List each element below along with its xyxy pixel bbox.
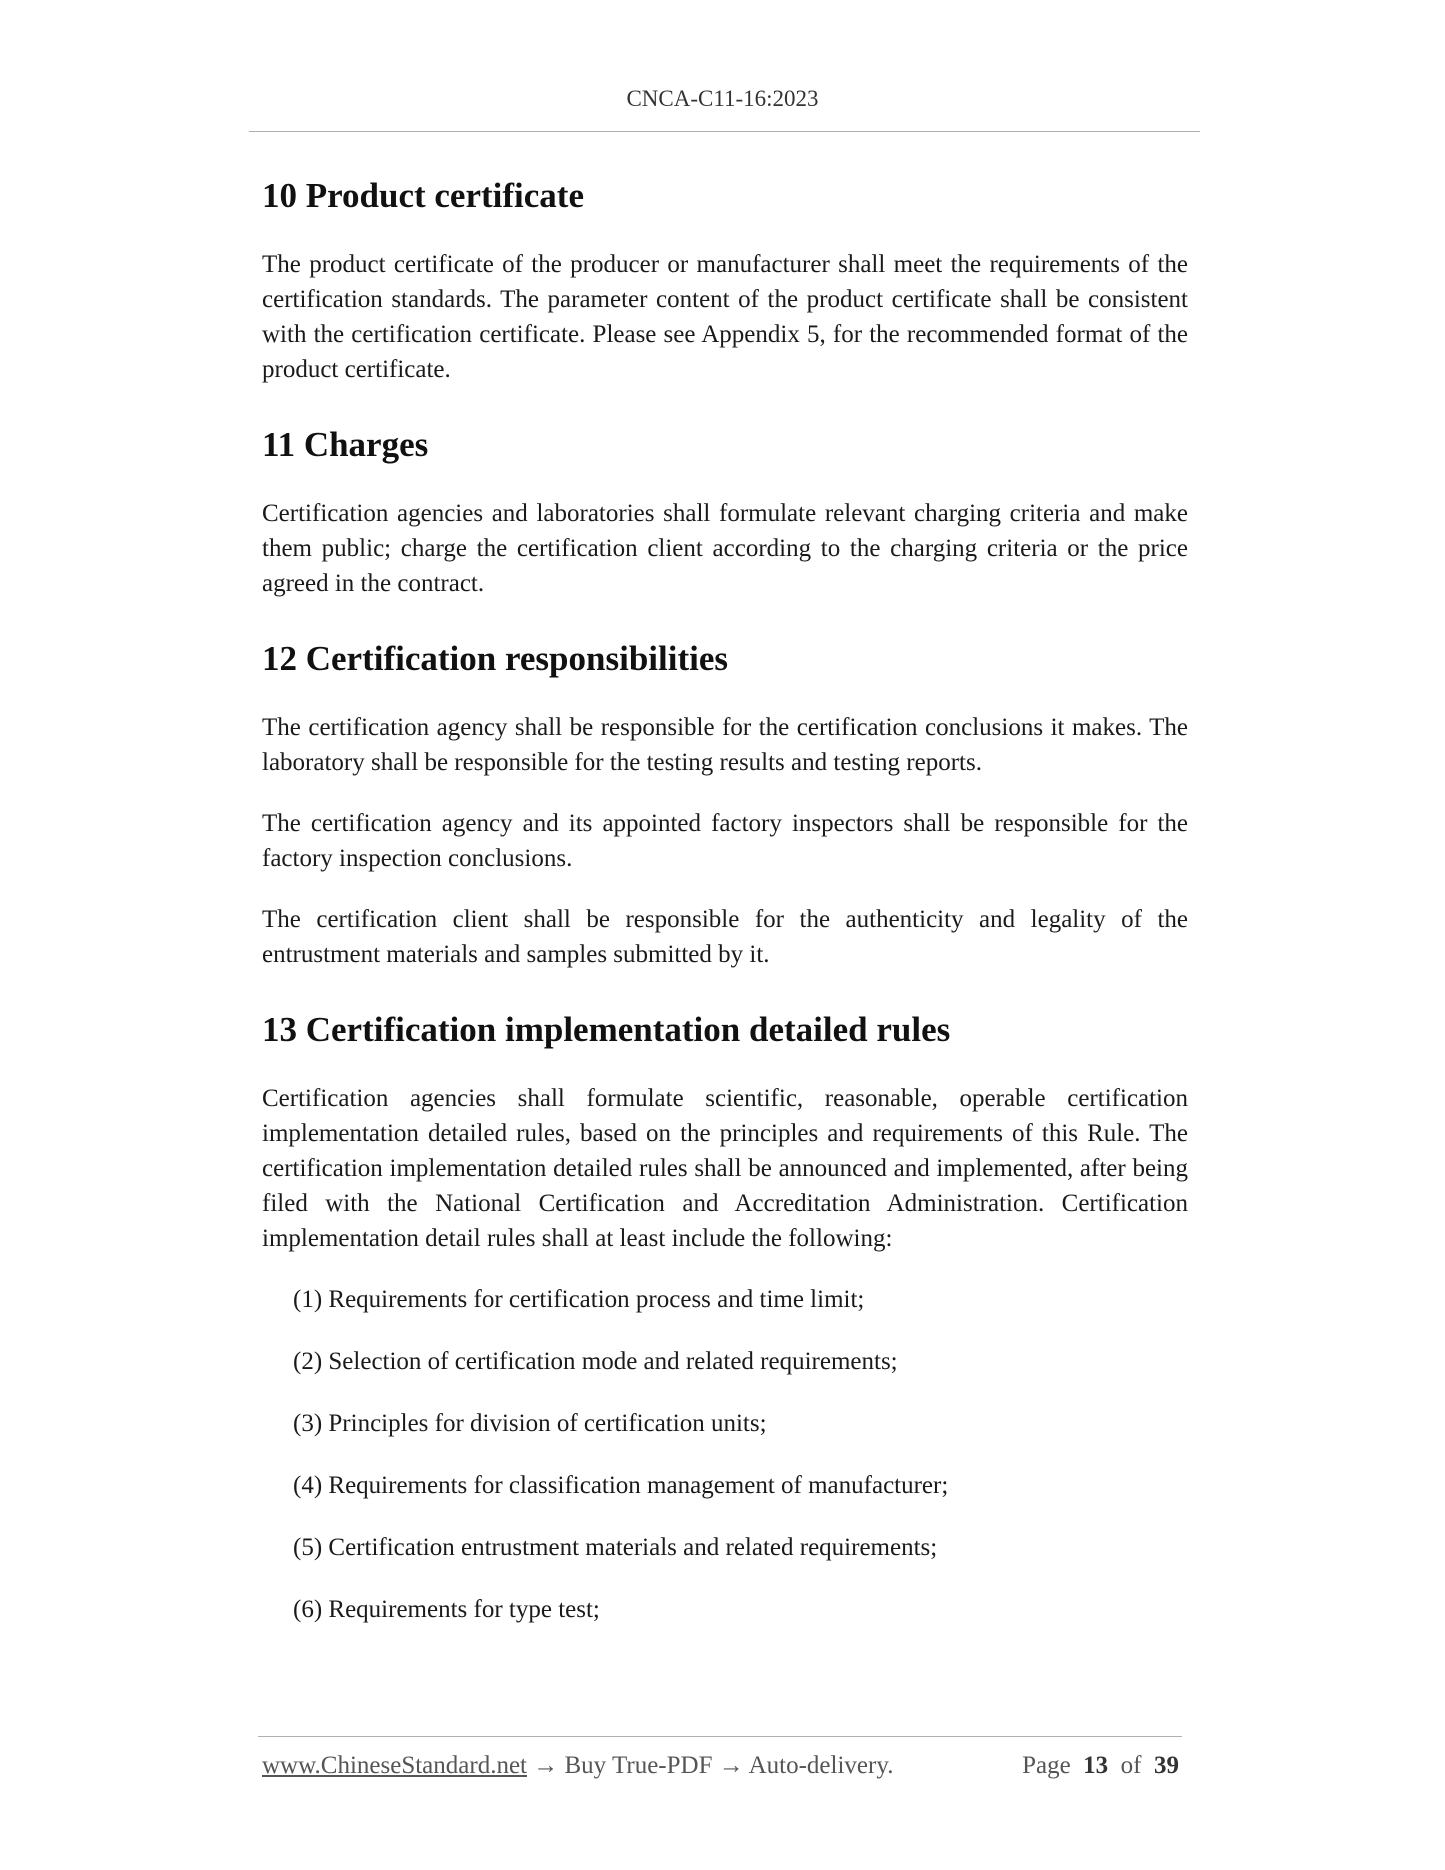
list-item: (2) Selection of certification mode and related requirements; [293, 1348, 898, 1375]
auto-delivery-text: Auto-delivery. [748, 1752, 894, 1779]
page-label: Page [1022, 1752, 1071, 1779]
list-item: (6) Requirements for type test; [293, 1596, 600, 1623]
arrow-right-icon: → [718, 1752, 744, 1779]
footer-divider [258, 1736, 1182, 1737]
paragraph: Certification agencies and laboratories shall formulate relevant charging criteria and make them public; charge the certification client according to the charging criteria or the price agreed in the contract. [262, 500, 1188, 597]
running-header: CNCA-C11-16:2023 [626, 86, 819, 111]
section-heading: 12 Certification responsibilities [262, 639, 728, 678]
section-heading: 11 Charges [262, 425, 429, 464]
arrow-right-icon: → [533, 1752, 559, 1779]
website-link[interactable]: www.ChineseStandard.net [262, 1752, 527, 1779]
list-item: (5) Certification entrustment materials and related requirements; [293, 1534, 938, 1561]
page-current: 13 [1083, 1752, 1109, 1779]
page-total: 39 [1154, 1752, 1179, 1779]
section-heading: 13 Certification implementation detailed rules [262, 1010, 951, 1049]
of-label: of [1120, 1752, 1142, 1779]
page-content [262, 170, 1188, 1627]
paragraph: Certification agencies shall formulate scientific, reasonable, operable certification implementation detailed rules, based on the principles and requirements of this Rule. The certification implementation detailed rules shall be announced and implemented, after being filed with the National Certification and Accreditation Administration. Certification implementation detail rules shall at least include the following: [262, 1085, 1188, 1252]
paragraph: The certification client shall be responsible for the authenticity and legality of the entrustment materials and samples submitted by it. [262, 906, 1188, 968]
list-item: (1) Requirements for certification process and time limit; [293, 1286, 865, 1313]
paragraph: The product certificate of the producer or manufacturer shall meet the requirements of the certification standards. The parameter content of the product certificate shall be consistent with the certification certificate. Please see Appendix 5, for the recommended format of the product certificate. [262, 251, 1188, 383]
page-number [1022, 1752, 1179, 1780]
paragraph: The certification agency shall be responsible for the certification conclusions it makes. The laboratory shall be responsible for the testing results and testing reports. [262, 714, 1188, 776]
footer-promo [262, 1752, 893, 1780]
header-divider [249, 131, 1200, 132]
paragraph: The certification agency and its appointed factory inspectors shall be responsible for the factory inspection conclusions. [262, 810, 1188, 872]
section-heading: 10 Product certificate [262, 176, 584, 215]
buy-pdf-text: Buy True-PDF [564, 1752, 713, 1779]
list-item: (4) Requirements for classification management of manufacturer; [293, 1472, 949, 1499]
list-item: (3) Principles for division of certification units; [293, 1410, 767, 1437]
